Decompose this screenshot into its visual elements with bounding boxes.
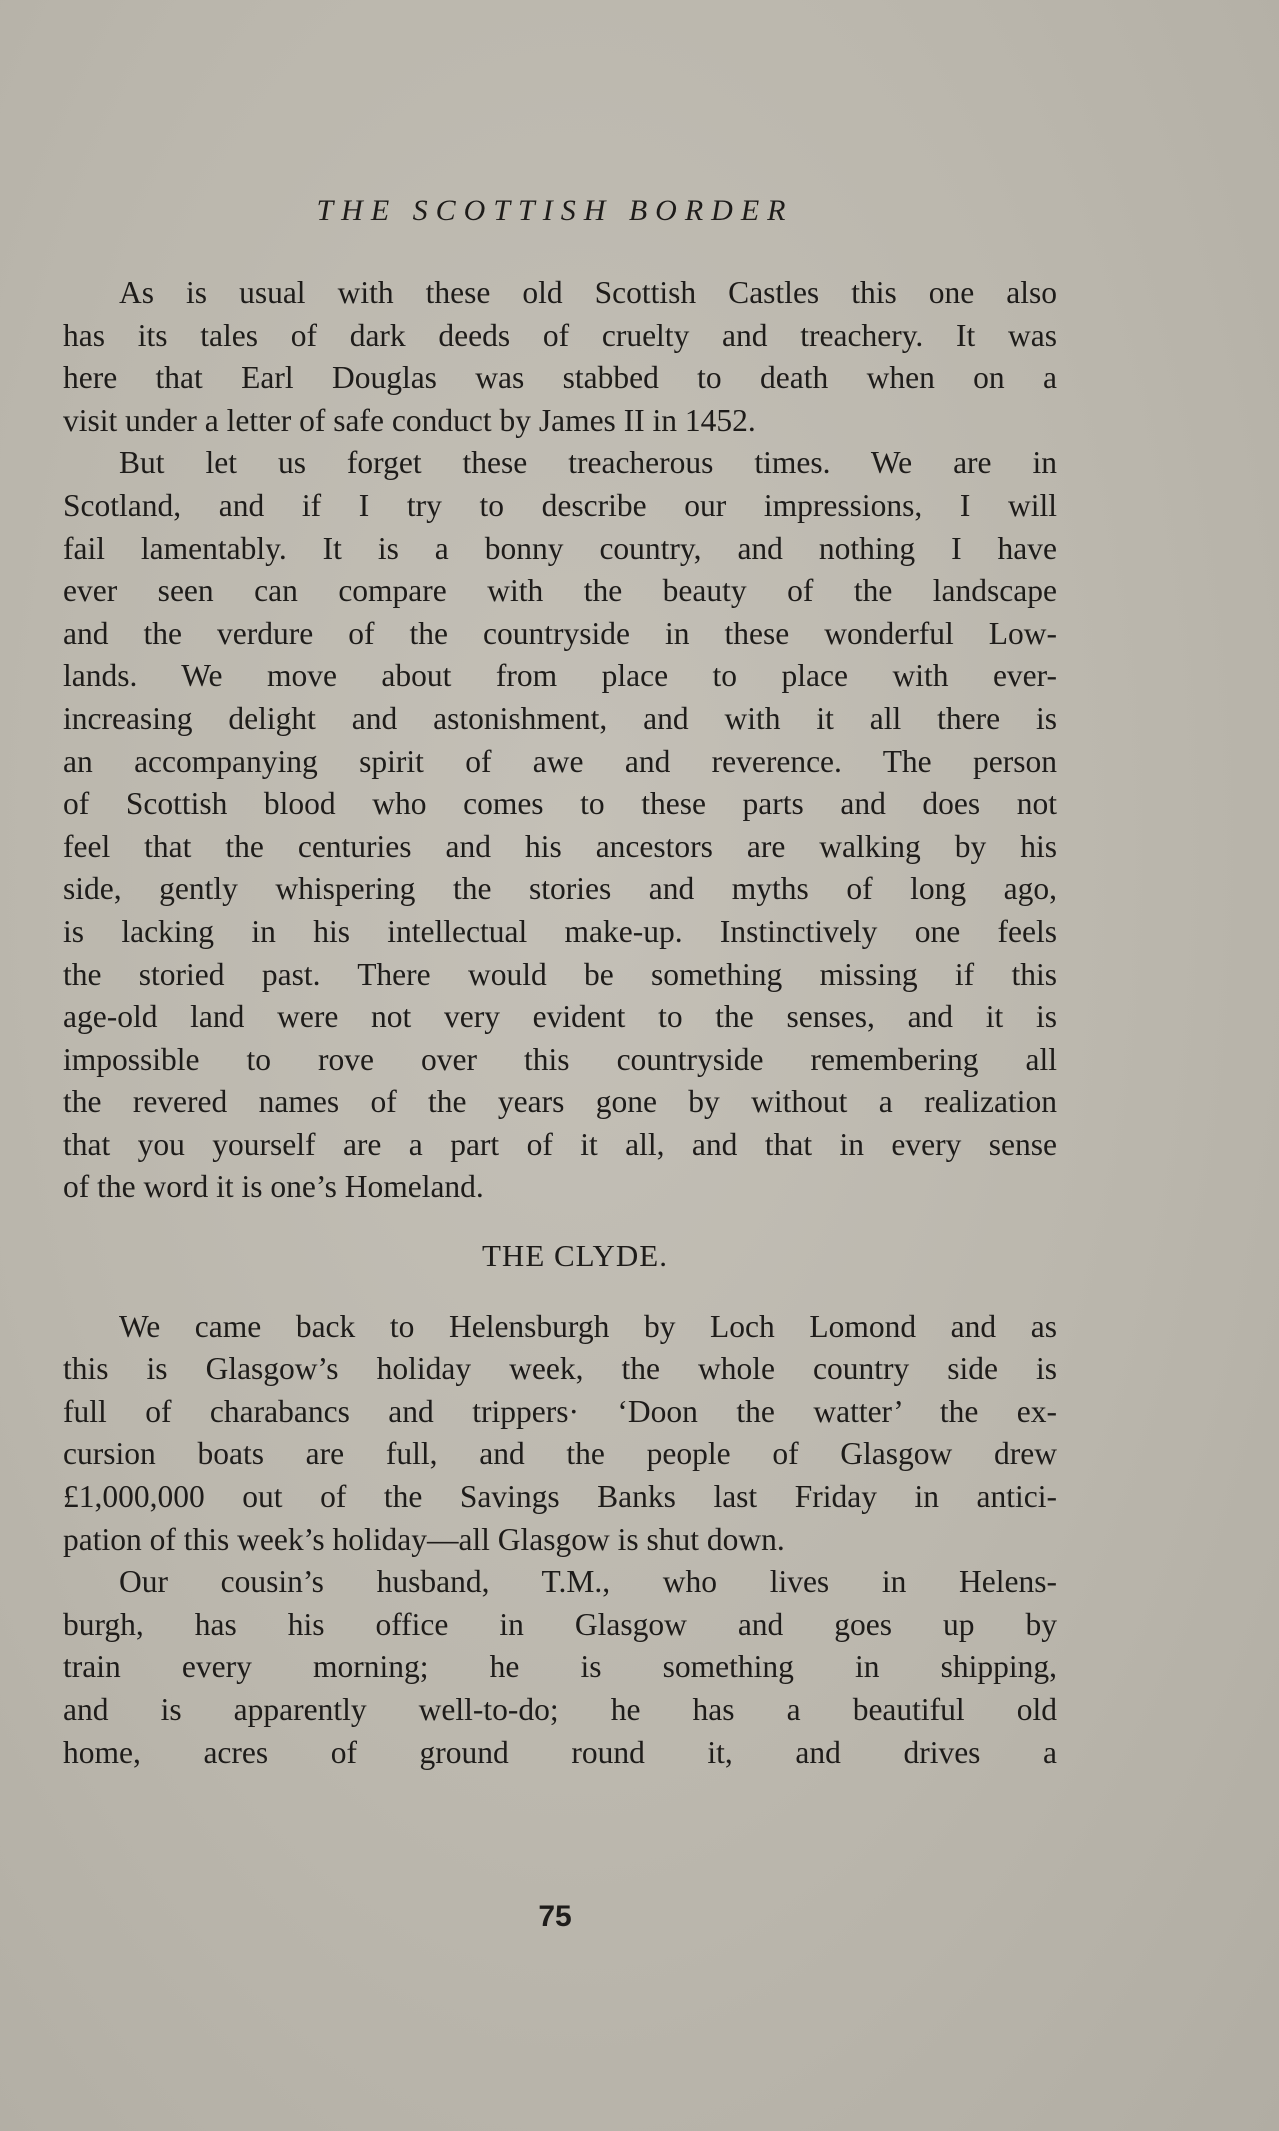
paragraph (63, 1306, 1057, 1562)
text-line: increasing delight and astonishment, and with it all there is (63, 700, 1057, 736)
page-number: 75 (538, 1900, 572, 1933)
paragraph-group-top (63, 272, 1057, 1209)
text-line: that you yourself are a part of it all, and that in every sense (63, 1126, 1057, 1162)
text-line: But let us forget these treacherous times. We are in (119, 445, 1057, 481)
text-line: Our cousin’s husband, T.M., who lives in Helens- (119, 1564, 1057, 1600)
text-line: the revered names of the years gone by without a realization (63, 1084, 1057, 1120)
text-line: of the word it is one’s Homeland. (63, 1169, 484, 1205)
text-line: impossible to rove over this countryside remembering all (63, 1041, 1057, 1077)
text-line: ever seen can compare with the beauty of the landscape (63, 573, 1057, 609)
text-line: feel that the centuries and his ancestors are walking by his (63, 828, 1057, 864)
text-line: age-old land were not very evident to the senses, and it is (63, 999, 1057, 1035)
text-line: here that Earl Douglas was stabbed to death when on a (63, 360, 1057, 396)
text-line: this is Glasgow’s holiday week, the whole country side is (63, 1351, 1057, 1387)
paragraph (63, 1561, 1057, 1774)
text-line: visit under a letter of safe conduct by James II in 1452. (63, 402, 756, 438)
text-line: home, acres of ground round it, and drives a (63, 1734, 1057, 1770)
text-line: of Scottish blood who comes to these parts and does not (63, 786, 1057, 822)
text-line: and is apparently well-to-do; he has a beautiful old (63, 1692, 1057, 1727)
body-text (63, 272, 1057, 1774)
text-line: and the verdure of the countryside in these wonderful Low- (63, 615, 1057, 651)
text-line: burgh, has his office in Glasgow and goes up by (63, 1606, 1057, 1642)
text-line: is lacking in his intellectual make-up. Instinctively one feels (63, 913, 1057, 949)
text-line: lands. We move about from place to place with ever- (63, 658, 1057, 694)
text-line: We came back to Helensburgh by Loch Lomond and as (119, 1308, 1057, 1344)
text-line: cursion boats are full, and the people of Glasgow drew (63, 1436, 1057, 1472)
text-line: fail lamentably. It is a bonny country, and nothing I have (63, 530, 1057, 566)
text-line: train every morning; he is something in shipping, (63, 1649, 1057, 1685)
paragraph (63, 442, 1057, 1209)
section-heading: THE CLYDE. (482, 1238, 668, 1274)
running-head: THE SCOTTISH BORDER (316, 194, 794, 227)
text-line: pation of this week’s holiday—all Glasgow is shut down. (63, 1521, 785, 1557)
text-line: As is usual with these old Scottish Castles this one also (119, 275, 1057, 310)
text-line: side, gently whispering the stories and myths of long ago, (63, 871, 1057, 907)
paragraph (63, 272, 1057, 442)
text-line: Scotland, and if I try to describe our impressions, I will (63, 487, 1057, 523)
text-line: full of charabancs and trippers· ‘Doon the watter’ the ex- (63, 1393, 1057, 1429)
text-line: the storied past. There would be something missing if this (63, 956, 1057, 992)
text-line: has its tales of dark deeds of cruelty and treachery. It was (63, 317, 1057, 353)
paragraph-group-bottom (63, 1306, 1057, 1775)
text-line: an accompanying spirit of awe and reverence. The person (63, 743, 1057, 779)
text-line: £1,000,000 out of the Savings Banks last Friday in antici- (63, 1479, 1057, 1515)
